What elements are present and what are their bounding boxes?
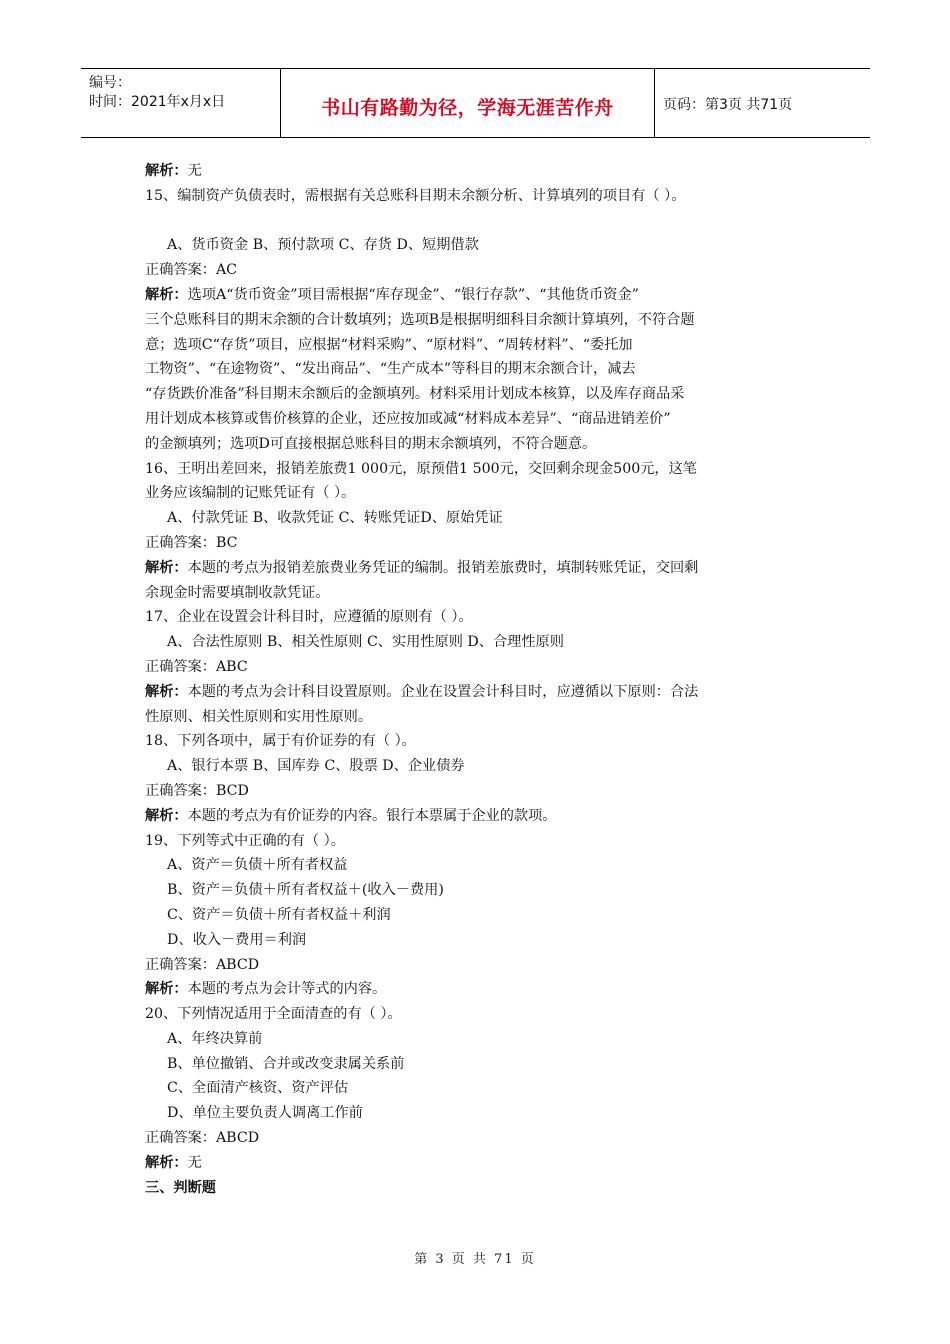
line-text: C、全面清产核资、资产评估 (167, 1080, 349, 1097)
text-line (145, 432, 813, 457)
line-text: B、资产＝负债＋所有者权益＋(收入－费用) (167, 882, 444, 899)
text-line (145, 382, 813, 407)
line-text: “存货跌价准备”科目期末余额后的金额填列。材料采用计划成本核算，以及库存商品采 (145, 386, 685, 403)
bold-label: 解析： (145, 559, 188, 576)
line-text: 本题的考点为会计等式的内容。 (187, 981, 387, 998)
text-line (145, 556, 813, 581)
text-line (145, 1126, 813, 1151)
text-line (145, 853, 813, 878)
text-line (145, 581, 813, 606)
line-text: 本题的考点为会计科目设置原则。企业在设置会计科目时，应遵循以下原则：合法 (187, 683, 699, 700)
text-line (145, 233, 813, 258)
motto-text: 书山有路勤为径，学海无涯苦作舟 (321, 97, 614, 119)
text-line (145, 407, 813, 432)
line-text: 无 (187, 1154, 202, 1171)
text-line (145, 531, 813, 556)
text-line (145, 680, 813, 705)
text-line (145, 283, 813, 308)
text-line (145, 258, 813, 283)
page-info: 页码：第3页 共71页 (663, 97, 793, 113)
text-line (145, 457, 813, 482)
line-text: 正确答案：BCD (145, 782, 249, 799)
text-line (145, 705, 813, 730)
page-footer: 第 3 页 共 71 页 (414, 1252, 536, 1267)
text-line (145, 829, 813, 854)
line-text: C、资产＝负债＋所有者权益＋利润 (167, 906, 391, 923)
bold-label: 解析： (145, 981, 188, 998)
line-text: 18、下列各项中，属于有价证券的有（ ）。 (145, 733, 416, 750)
code-label: 编号： (89, 75, 131, 91)
text-line (145, 804, 813, 829)
line-text: 本题的考点为报销差旅费业务凭证的编制。报销差旅费时，填制转账凭证，交回剩 (187, 559, 699, 576)
bold-label: 解析： (145, 1154, 188, 1171)
line-text: A、付款凭证 B、收款凭证 C、转账凭证D、原始凭证 (167, 510, 503, 527)
line-text: 三个总账科目的期末余额的合计数填列；选项B是根据明细科目余额计算填列，不符合题 (145, 311, 695, 328)
line-text: 20、下列情况适用于全面清查的有（ ）。 (145, 1006, 402, 1023)
line-text: 正确答案：AC (145, 262, 238, 279)
line-text: 用计划成本核算或售价核算的企业，还应按加或减“材料成本差异”、“商品进销差价” (145, 410, 671, 427)
line-text: 正确答案：BC (145, 534, 238, 551)
line-text: B、单位撤销、合并或改变隶属关系前 (167, 1055, 405, 1072)
line-text: A、货币资金 B、预付款项 C、存货 D、短期借款 (167, 237, 479, 254)
line-text: A、合法性原则 B、相关性原则 C、实用性原则 D、合理性原则 (167, 634, 564, 651)
text-line (145, 1176, 813, 1201)
text-line (145, 1076, 813, 1101)
bold-label: 解析： (145, 807, 188, 824)
text-line (145, 184, 813, 209)
text-line (145, 977, 813, 1002)
text-line (145, 308, 813, 333)
line-text: 17、企业在设置会计科目时，应遵循的原则有（ ）。 (145, 609, 473, 626)
text-line (145, 506, 813, 531)
line-text: 业务应该编制的记账凭证有（ ）。 (145, 485, 356, 502)
line-text: 余现金时需要填制收款凭证。 (145, 584, 330, 601)
bold-label: 三、判断题 (145, 1179, 216, 1196)
line-text: 性原则、相关性原则和实用性原则。 (145, 708, 373, 725)
document-body (145, 159, 813, 1200)
text-line (145, 159, 813, 184)
time-label: 时间：2021年x月x日 (89, 94, 226, 110)
line-text: A、年终决算前 (167, 1030, 263, 1047)
line-text: 正确答案：ABC (145, 658, 248, 675)
text-line (145, 630, 813, 655)
text-line (145, 1002, 813, 1027)
line-text: 无 (187, 163, 202, 179)
text-line (145, 754, 813, 779)
header-info-cell (81, 69, 281, 137)
line-text: 工物资”、“在途物资”、“发出商品”、“生产成本”等科目的期末余额合计，减去 (145, 361, 636, 378)
line-text: D、单位主要负责人调离工作前 (167, 1105, 363, 1122)
text-line (145, 928, 813, 953)
text-line (145, 1101, 813, 1126)
text-line (145, 878, 813, 903)
line-text: 正确答案：ABCD (145, 1130, 260, 1147)
header-motto-cell (281, 69, 655, 137)
line-text: 16、王明出差回来，报销差旅费1 000元，原预借1 500元，交回剩余现金500元，这笔 (145, 460, 697, 477)
text-line (145, 655, 813, 680)
bold-label: 解析： (145, 683, 188, 700)
text-line (145, 1027, 813, 1052)
text-line (145, 357, 813, 382)
line-text: 15、编制资产负债表时，需根据有关总账科目期末余额分析、计算填列的项目有（ ）。 (145, 187, 686, 204)
text-line (145, 953, 813, 978)
text-line (145, 729, 813, 754)
text-line (145, 333, 813, 358)
page-header (81, 68, 870, 138)
line-text: 本题的考点为有价证券的内容。银行本票属于企业的款项。 (187, 807, 557, 824)
text-line (145, 903, 813, 928)
line-text: 正确答案：ABCD (145, 956, 260, 973)
line-text: A、资产＝负债＋所有者权益 (167, 857, 348, 874)
line-text: 选项A“货币资金”项目需根据“库存现金”、“银行存款”、“其他货币资金” (187, 286, 639, 303)
line-text: 19、下列等式中正确的有（ ）。 (145, 832, 345, 849)
line-text: D、收入－费用＝利润 (167, 931, 307, 948)
text-line (145, 209, 813, 234)
text-line (145, 605, 813, 630)
text-line (145, 1151, 813, 1176)
bold-label: 解析： (145, 163, 188, 179)
bold-label: 解析： (145, 286, 188, 303)
header-page-cell (655, 69, 870, 137)
text-line (145, 1052, 813, 1077)
line-text: 的金额填列；选项D可直接根据总账科目的期末余额填列，不符合题意。 (145, 435, 597, 452)
text-line (145, 481, 813, 506)
text-line (145, 779, 813, 804)
line-text: 意；选项C“存货”项目，应根据“材料采购”、“原材料”、“周转材料”、“委托加 (145, 336, 633, 353)
line-text: A、银行本票 B、国库券 C、股票 D、企业债券 (167, 758, 465, 775)
